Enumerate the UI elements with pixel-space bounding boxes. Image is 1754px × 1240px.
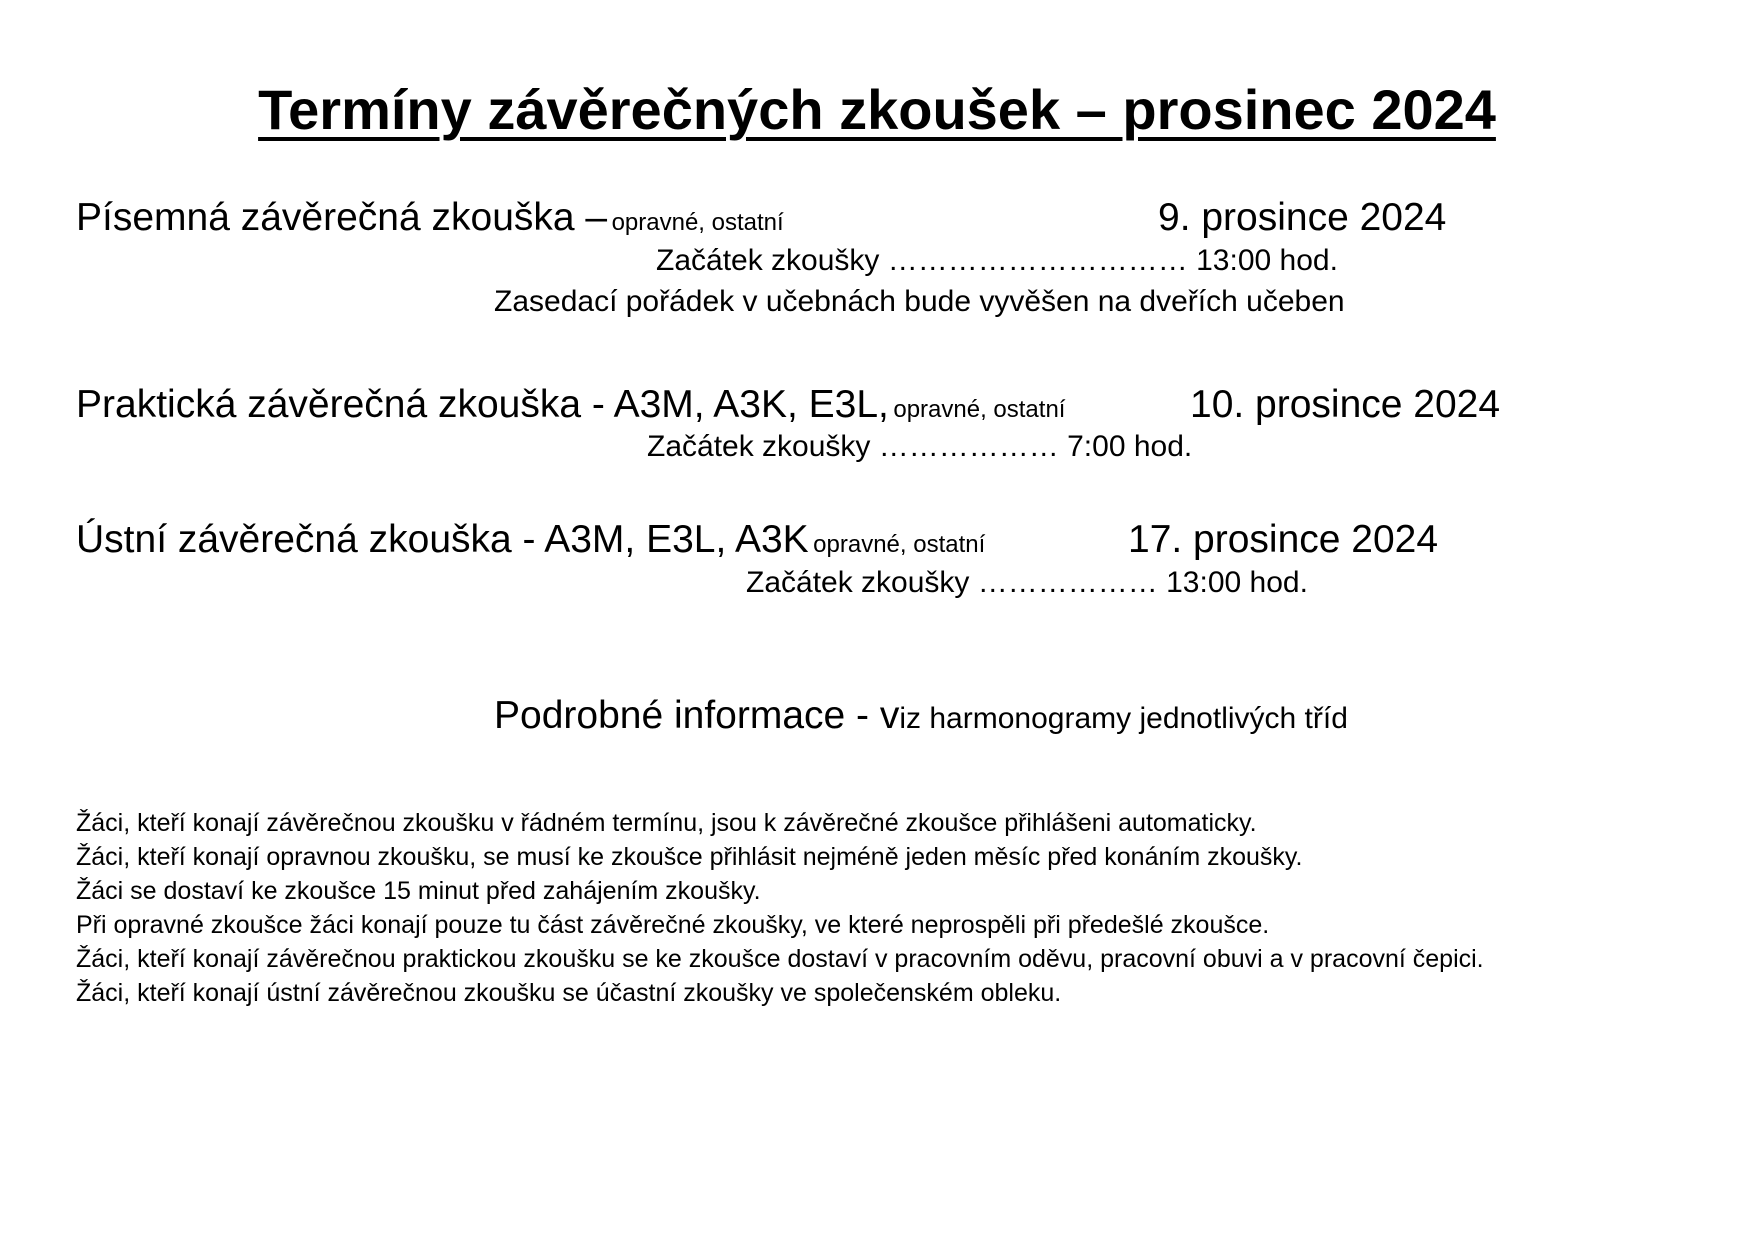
practical-start-label: Začátek zkoušky: [647, 430, 871, 463]
practical-exam-heading-row: [76, 385, 1065, 424]
oral-start-label: Začátek zkoušky: [746, 566, 970, 599]
details-label: Podrobné informace - v: [494, 694, 900, 737]
oral-start-time: 13:00 hod.: [1166, 566, 1308, 599]
written-exam-heading-row: [76, 198, 784, 237]
written-start-time: 13:00 hod.: [1196, 244, 1338, 277]
practical-exam-start: [647, 432, 1192, 462]
details-line: [494, 696, 1348, 735]
practical-exam-note: opravné, ostatní: [893, 396, 1066, 423]
written-exam-heading: Písemná závěrečná zkouška –: [76, 196, 608, 239]
written-exam-date: 9. prosince 2024: [1158, 196, 1447, 239]
written-seating-note: Zasedací pořádek v učebnách bude vyvěšen na dveřích učeben: [494, 285, 1345, 318]
rule-item: Žáci se dostaví ke zkoušce 15 minut před zahájením zkoušky.: [76, 877, 761, 905]
rule-item: Žáci, kteří konají ústní závěrečnou zkoušku se účastní zkoušky ve společenském obleku.: [76, 979, 1062, 1007]
oral-exam-start: [746, 568, 1308, 598]
practical-exam-heading: Praktická závěrečná zkouška - A3M, A3K, E3L,: [76, 383, 889, 426]
details-rest: iz harmonogramy jednotlivých tříd: [899, 702, 1348, 735]
rule-item: Žáci, kteří konají opravnou zkoušku, se musí ke zkoušce přihlásit nejméně jeden měsíc před konáním zkoušky.: [76, 843, 1303, 871]
practical-start-time: 7:00 hod.: [1067, 430, 1193, 463]
rule-item: Žáci, kteří konají závěrečnou zkoušku v řádném termínu, jsou k závěrečné zkoušce přihlášeni automaticky.: [76, 809, 1257, 837]
oral-exam-heading: Ústní závěrečná zkouška - A3M, E3L, A3K: [76, 518, 809, 561]
oral-exam-heading-row: [76, 520, 985, 559]
oral-exam-date: 17. prosince 2024: [1128, 518, 1439, 561]
oral-start-dots: ………………: [977, 566, 1158, 599]
written-exam-start: [656, 246, 1338, 276]
written-start-label: Začátek zkoušky: [656, 244, 880, 277]
page-title: Termíny závěrečných zkoušek – prosinec 2024: [258, 78, 1496, 141]
practical-exam-date: 10. prosince 2024: [1190, 383, 1501, 426]
practical-start-dots: ………………: [878, 430, 1059, 463]
written-start-dots: …………………………: [887, 244, 1188, 277]
rule-item: Při opravné zkoušce žáci konají pouze tu část závěrečné zkoušky, ve které neprospěli při předešlé zkoušce.: [76, 911, 1270, 939]
oral-exam-note: opravné, ostatní: [813, 531, 986, 558]
rule-item: Žáci, kteří konají závěrečnou praktickou zkoušku se ke zkoušce dostaví v pracovním oděvu, pracovní obuvi a v pracovní čepici.: [76, 945, 1484, 973]
rules-list: [76, 806, 1676, 1010]
written-exam-note: opravné, ostatní: [611, 209, 784, 236]
